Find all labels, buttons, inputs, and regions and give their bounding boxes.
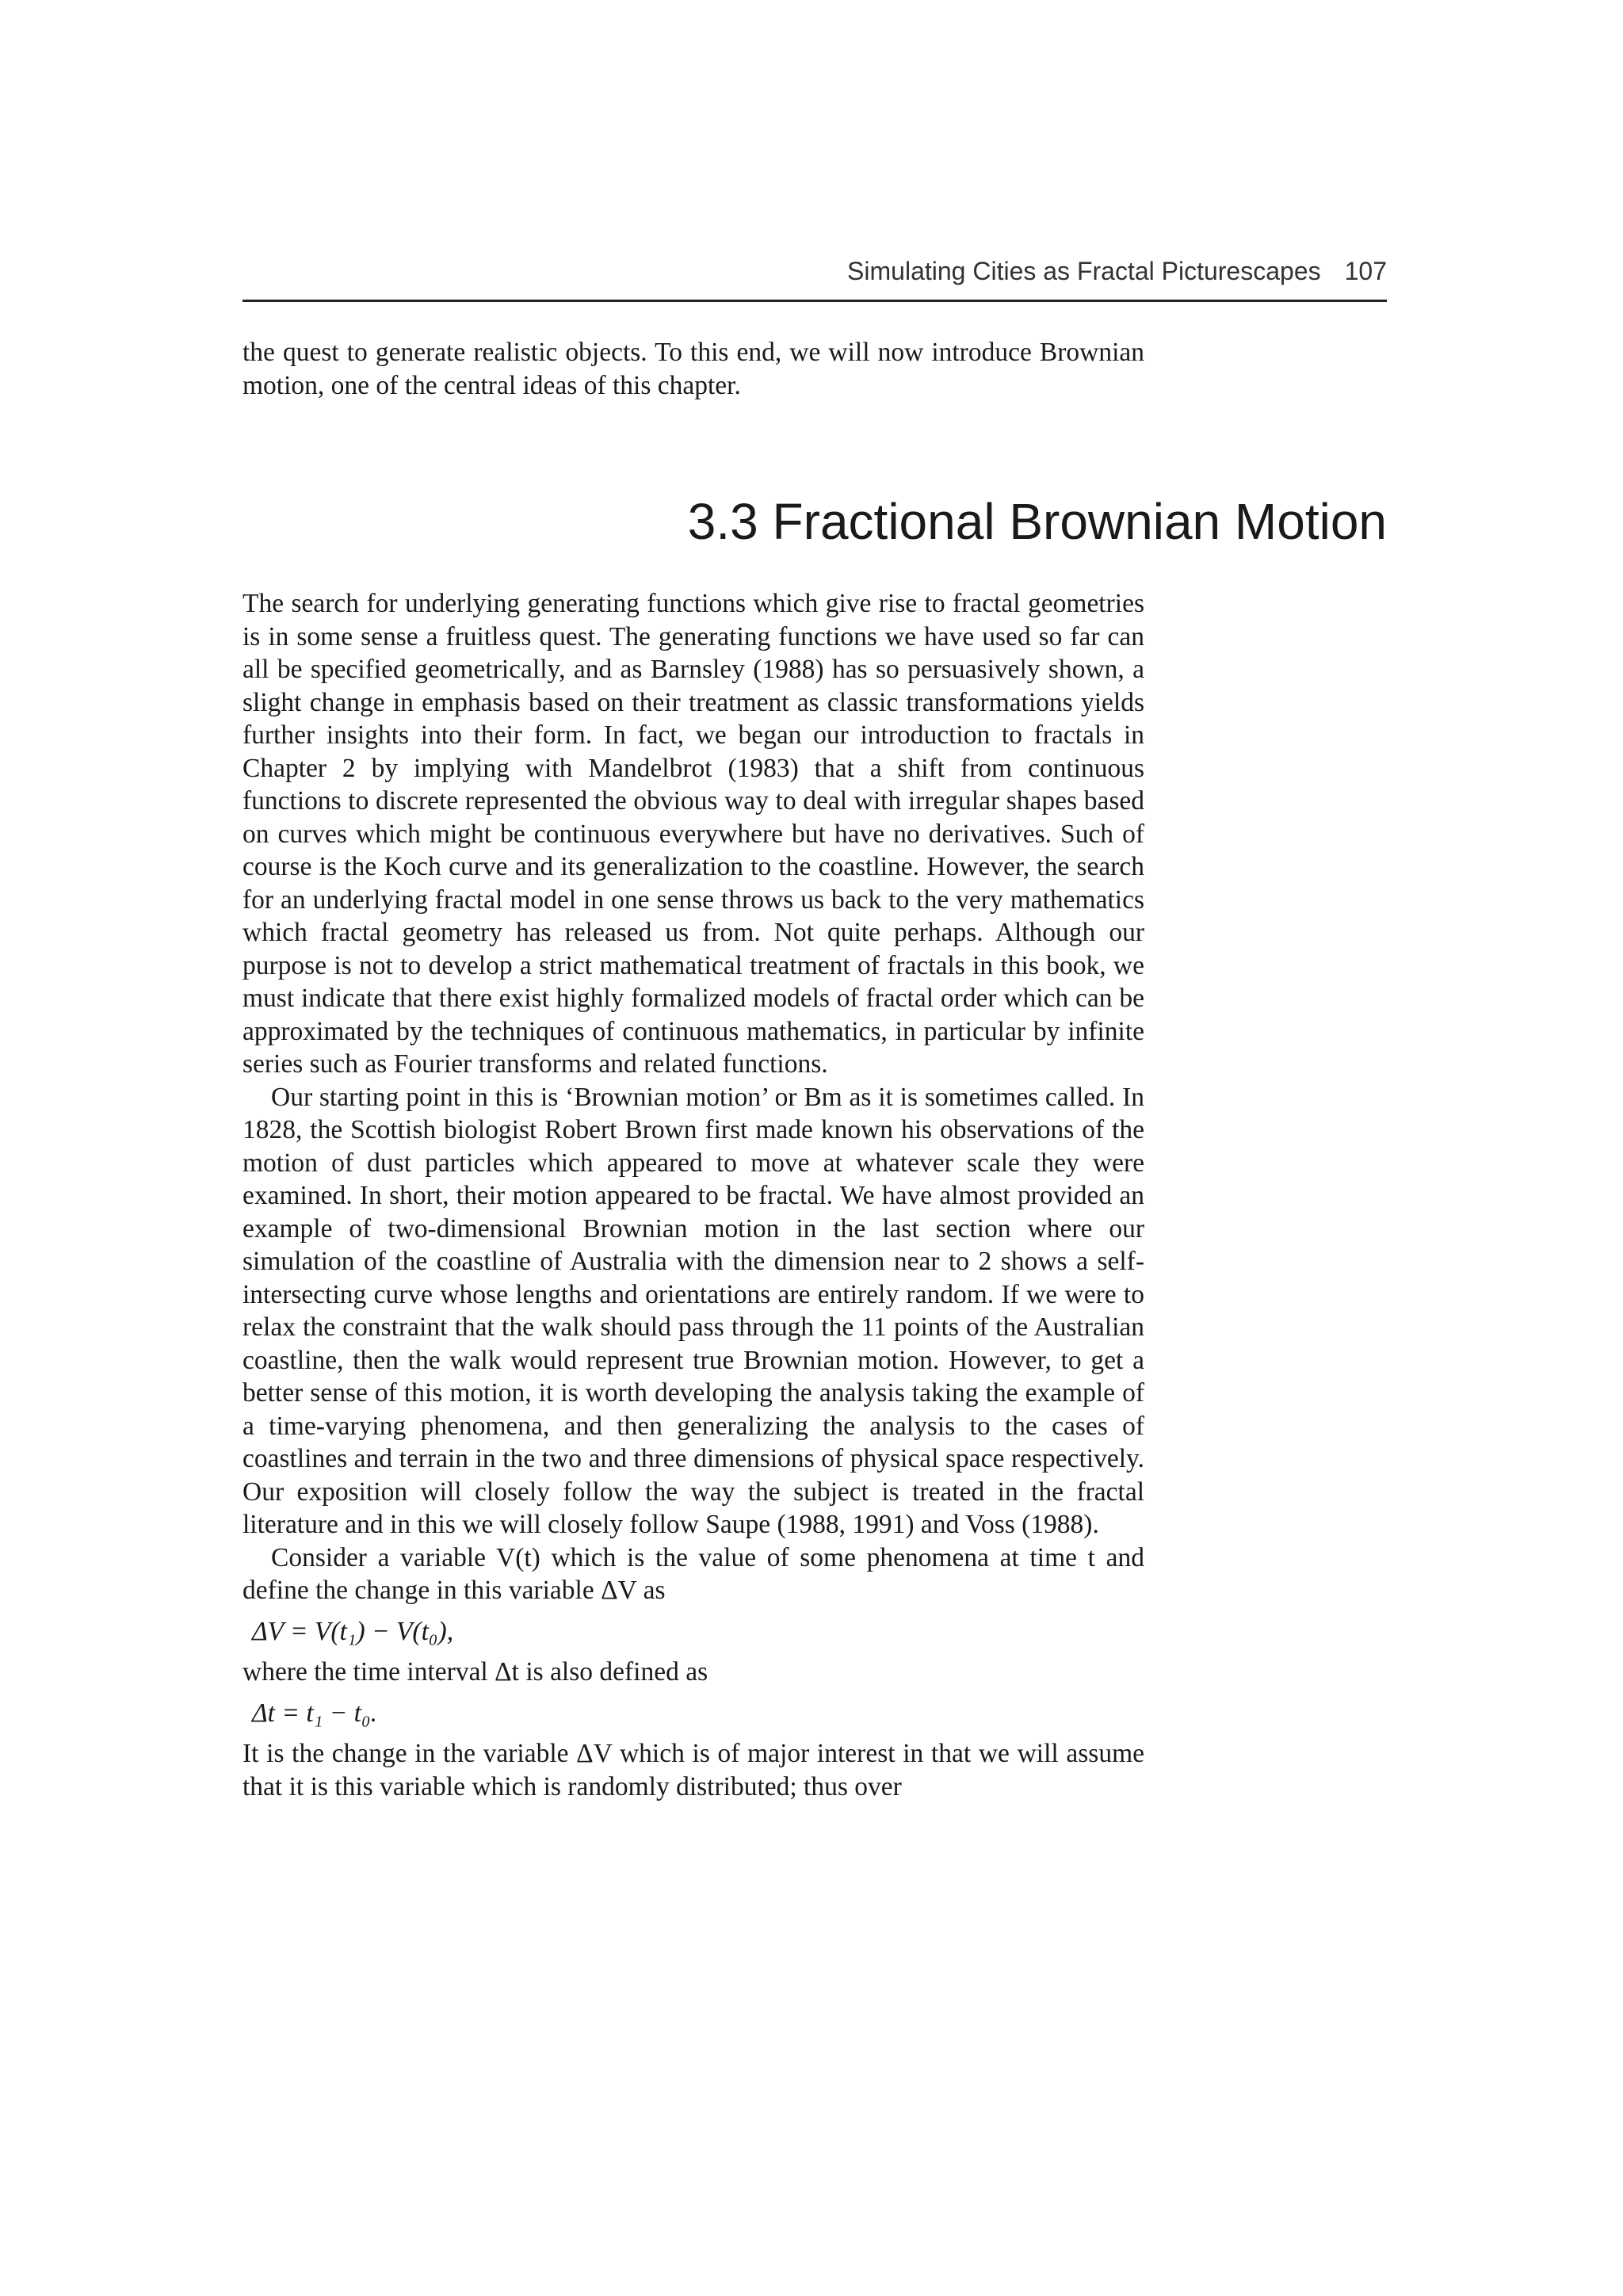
paragraph-1: The search for underlying generating functions which give rise to fractal geometries is in some sense a fruitless quest. The generating functions we have used so far can all be specified geometrically, and as Barnsley (1988) has so persuasively shown, a slight change in emphasis based on their treatment as classic transformations yields further insights into their form. In fact, we began our introduction to fractals in Chapter 2 by implying with Mandelbrot (1983) that a shift from continuous functions to discrete represented the obvious way to deal with irregular shapes based on curves which might be continuous everywhere but have no derivatives. Such of course is the Koch curve and its generalization to the coastline. However, the search for an underlying fractal model in one sense throws us back to the very mathematics which fractal geometry has released us from. Not quite perhaps. Although our purpose is not to develop a strict mathematical treatment of fractals in this book, we must indicate that there exist highly formalized models of fractal order which can be approximated by the techniques of continuous mathematics, in particular by infinite series such as Fourier transforms and related functions.: [242, 589, 1144, 1079]
paragraph-3: Consider a variable V(t) which is the value of some phenomena at time t and define the change in this variable ΔV as: [242, 1542, 1144, 1605]
paragraph-2: Our starting point in this is ‘Brownian motion’ or Bm as it is sometimes called. In 1828, the Scottish biologist Robert Brown first made known his observations of the motion of dust particles which appeared to move at whatever scale they were examined. In short, their motion appeared to be fractal. We have almost provided an example of two-dimensional Brownian motion in the last section where our simulation of the coastline of Australia with the dimension near to 2 shows a self-intersecting curve whose lengths and orientations are entirely random. If we were to relax the constraint that the walk should pass through the 11 points of the Australian coastline, then the walk would represent true Brownian motion. However, to get a better sense of this motion, it is worth developing the analysis taking the example of a time-varying phenomena, and then generalizing the analysis to the cases of coastlines and terrain in the two and three dimensions of physical space respectively. Our exposition will closely follow the way the subject is treated in the fractal literature and in this we will closely follow Saupe (1988, 1991) and Voss (1988).: [242, 1082, 1144, 1539]
paragraph-4: where the time interval Δt is also defined as: [242, 1657, 708, 1687]
section-body: [242, 587, 1144, 1803]
section-heading: 3.3 Fractional Brownian Motion: [687, 493, 1387, 550]
running-title: Simulating Cities as Fractal Picturescapes: [847, 257, 1321, 285]
running-header: [242, 252, 1387, 302]
equation-delta-v: ΔV = V(t₁) − V(t₀),: [252, 1616, 454, 1646]
paragraph-5: It is the change in the variable ΔV which is of major interest in that we will assume that it is this variable which is randomly distributed; thus over: [242, 1739, 1144, 1801]
equation-delta-t: Δt = t₁ − t₀.: [252, 1698, 377, 1728]
intro-text: [242, 336, 1144, 402]
running-head: [847, 257, 1387, 286]
intro-paragraph: the quest to generate realistic objects. To this end, we will now introduce Brownian motion, one of the central ideas of this chapter.: [242, 338, 1144, 400]
page-number: 107: [1344, 257, 1387, 285]
